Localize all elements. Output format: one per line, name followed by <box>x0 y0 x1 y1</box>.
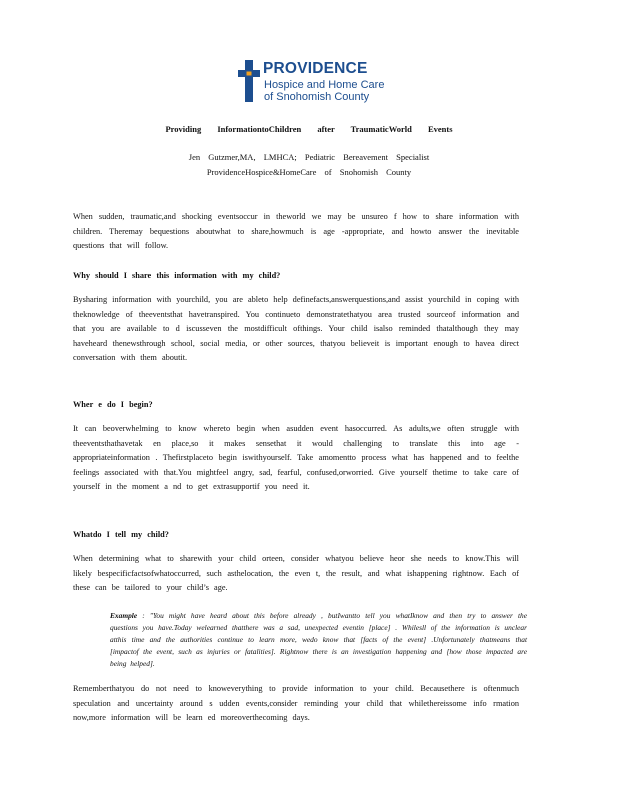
section-heading-begin: Wher e do I begin? <box>73 400 153 409</box>
logo-subtitle-line2: of Snohomish County <box>264 91 370 103</box>
example-text: : "You might have heard about this before already , butIwantto tell you whatIknow and then try to answer the questions you have.Today welearned thatthere was a sad, unexpected eventin [place] . Whilesll of the information is unclear atthis time and the authorities continue to learn more, wedo know that [facts of the event] .Unfortunately thatmeans that [impactof the event, such as injuries or fatalities]. Rightnow there is an investigation happening and [how those impacted are being helped]. <box>110 611 527 668</box>
logo-name: PROVIDENCE <box>263 60 368 77</box>
author-line: Jen Gutzmer,MA, LMHCA; Pediatric Bereavement Specialist <box>188 152 430 162</box>
example-script <box>110 610 527 670</box>
section-body-why: Bysharing information with yourchild, you are ableto help definefacts,answerquestions,and assist yourchild in coping with theknowledge of theeventsthat havetranspired. You continueto demonstratethatyou area trusted sourceof information and that you are available to d iscusseven the mostdifficult ofthings. Your child isalso reminded thatalthough they may haveheard thenewsthrough school, social media, or other sources, thatyou believeit is important enough to havea direct conversation with them aboutit. <box>73 295 519 362</box>
logo-subtitle-line1: Hospice and Home Care <box>264 79 385 91</box>
section-body-begin: It can beoverwhelming to know whereto begin when asudden event hasoccurred. As adults,we often struggle with theeventsthathavetak en place,so it makes sensethat it would challenging to translate this into age -appropriateinformation . Thefirstplaceto begin iswithyourself. Take amomentto process what has happened and to feelthe feelings associated with that.You mightfeel angry, sad, fearful, confused,orworried. Give yourself thetime to take care of yourself in the moment a nd to get extrasupportif you need it. <box>73 424 519 491</box>
author-organization: ProvidenceHospice&HomeCare of Snohomish County <box>206 167 412 177</box>
section-body-tell: When determining what to sharewith your child orteen, consider whatyou believe heor she needs to know.This will likely bespecificfactsofwhatoccurred, such asthelocation, the even t, the result, and what ishappening rightnow. Each of these can be tailored to your child’s age. <box>73 554 519 592</box>
cross-logo-icon <box>238 60 260 102</box>
section-heading-tell: Whatdo I tell my child? <box>73 530 169 539</box>
section-heading-why: Why should I share this information with my child? <box>73 271 281 280</box>
example-label: Example <box>110 611 138 620</box>
intro-paragraph: When sudden, traumatic,and shocking eventsoccur in theworld we may be unsureo f how to share information with children. Theremay bequestions aboutwhat to share,howmuch is age -appropriate, and howto answer the inevitable questions that will follow. <box>73 212 519 250</box>
providence-logo <box>238 58 385 106</box>
document-title: Providing InformationtoChildren after TraumaticWorld Events <box>165 124 453 134</box>
closing-paragraph: Rememberthatyou do not need to knoweverything to provide information to your child. Becausethere is oftenmuch speculation and uncertainty around s udden events,consider reminding your child that whilethereissome info rmation now,more information will be learn ed moreoverthecoming days. <box>73 684 519 722</box>
